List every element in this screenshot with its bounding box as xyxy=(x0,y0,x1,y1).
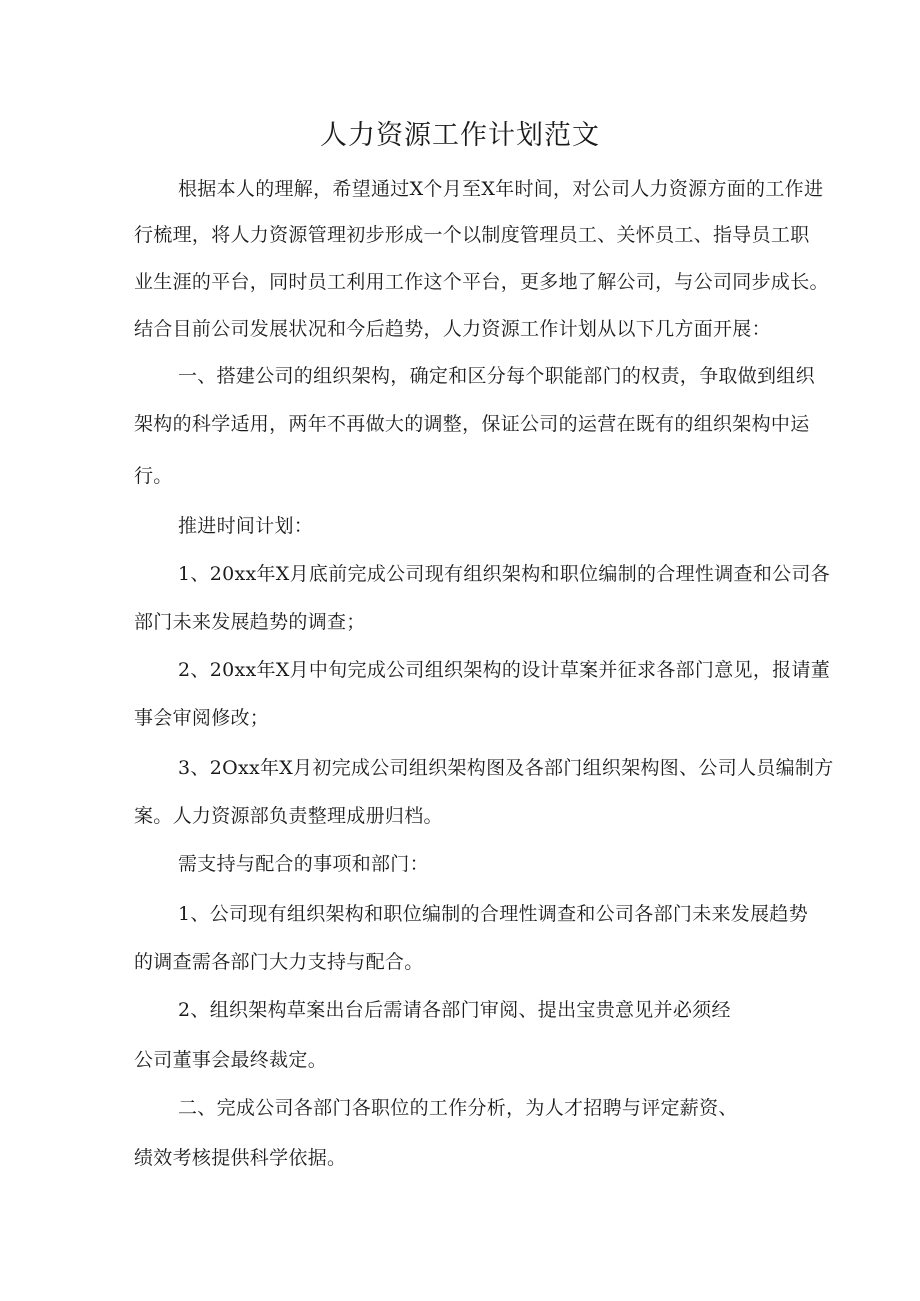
paragraph-line: 案。人力资源部负责整理成册归档。 xyxy=(134,805,443,827)
paragraph-line: 需支持与配合的事项和部门： xyxy=(178,853,429,875)
paragraph-line: 推进时间计划： xyxy=(178,515,314,537)
paragraph-line: 一、搭建公司的组织架构，确定和区分每个职能部门的权责，争取做到组织 xyxy=(178,365,815,387)
paragraph-line: 2、20xx年X月中旬完成公司组织架构的设计草案并征求各部门意见，报请董 xyxy=(178,659,831,681)
paragraph-line: 二、完成公司各部门各职位的工作分析，为人才招聘与评定薪资、 xyxy=(178,1097,738,1119)
paragraph-line: 绩效考核提供科学依据。 xyxy=(134,1147,347,1169)
paragraph-line: 根据本人的理解，希望通过X个月至X年时间，对公司人力资源方面的工作进 xyxy=(178,178,824,200)
paragraph-line: 的调查需各部门大力支持与配合。 xyxy=(134,951,424,973)
paragraph-line: 结合目前公司发展状况和今后趋势，人力资源工作计划从以下几方面开展： xyxy=(134,318,771,340)
paragraph-line: 1、公司现有组织架构和职位编制的合理性调查和公司各部门未来发展趋势 xyxy=(178,903,808,925)
paragraph-line: 1、20xx年X月底前完成公司现有组织架构和职位编制的合理性调查和公司各 xyxy=(178,563,831,585)
paragraph-line: 行。 xyxy=(134,465,173,487)
paragraph-line: 部门未来发展趋势的调查； xyxy=(134,611,366,633)
paragraph-line: 业生涯的平台，同时员工利用工作这个平台，更多地了解公司，与公司同步成长。 xyxy=(134,271,829,293)
paragraph-line: 3、2Oxx年X月初完成公司组织架构图及各部门组织架构图、公司人员编制方 xyxy=(178,757,834,779)
paragraph-line: 行梳理，将人力资源管理初步形成一个以制度管理员工、关怀员工、指导员工职 xyxy=(134,224,810,246)
paragraph-line: 公司董事会最终裁定。 xyxy=(134,1049,328,1071)
paragraph-line: 2、组织架构草案出台后需请各部门审阅、提出宝贵意见并必须经 xyxy=(178,999,731,1021)
paragraph-line: 事会审阅修改； xyxy=(134,707,270,729)
paragraph-line: 架构的科学适用，两年不再做大的调整，保证公司的运营在既有的组织架构中运 xyxy=(134,413,810,435)
document-title: 人力资源工作计划范文 xyxy=(320,120,600,151)
